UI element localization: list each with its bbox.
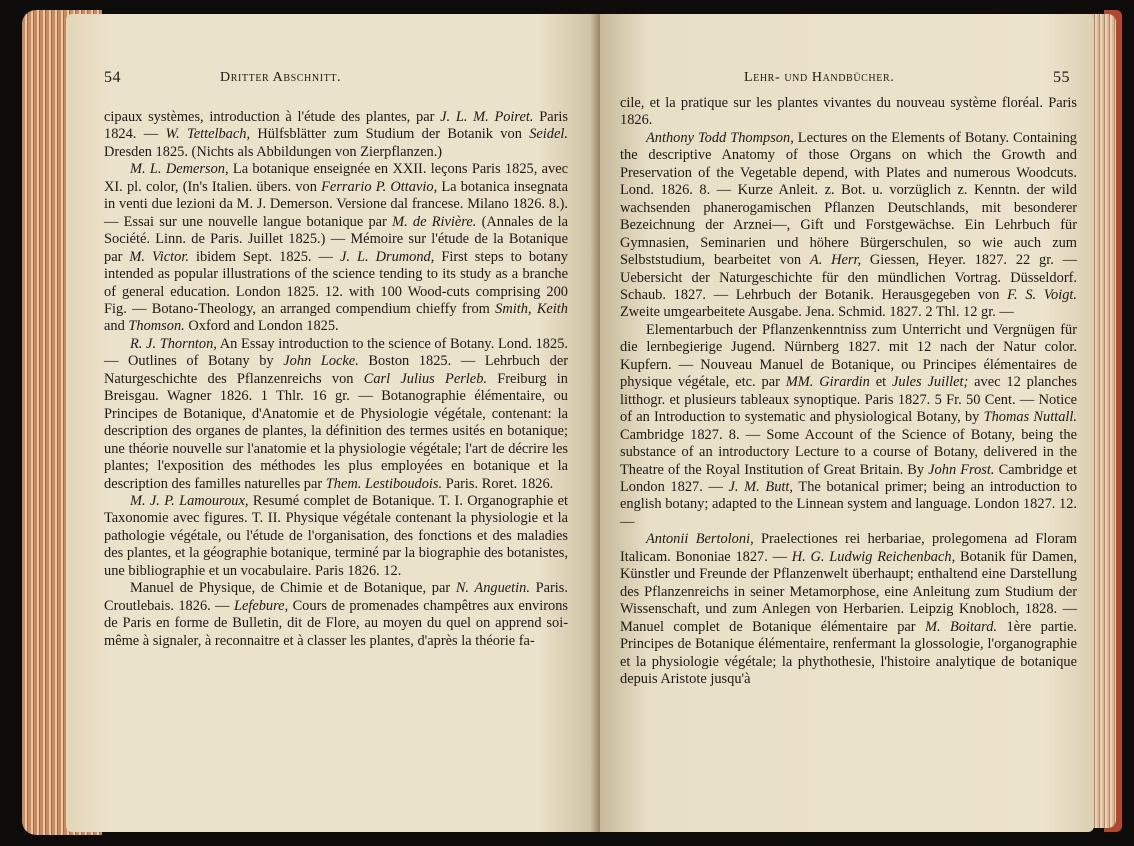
text-run: ibidem Sept. 1825. — [188, 248, 340, 265]
text-run: cile, et la pratique sur les plantes vivantes du nouveau système floréal. Paris 1826. [620, 95, 1077, 129]
italic-run: Thomas Nuttall. [983, 409, 1077, 426]
italic-run: Jules Juillet; [892, 374, 969, 391]
text-run: Resumé complet de Botanique. T. I. Organographie et Taxonomie avec figures. T. II. Physique végétale contenant la physiologie et la pathologie végétale, ou l'étude de l'organisation, des fonctions et des maladies des plantes, et la géographie botanique, terminé par la biographie des botanistes, une bibliographie et un vocabulaire. Paris 1826. 12. [104, 492, 568, 579]
text-run: Paris 1824. — [104, 109, 568, 143]
text-run: cipaux systèmes, introduction à l'étude des plantes, par [104, 109, 441, 125]
right-running-head [744, 66, 1070, 90]
italic-run: M. de Rivière. [392, 213, 477, 230]
italic-run: Them. Lestiboudois. [325, 475, 443, 492]
italic-run: M. L. Demerson, [130, 161, 229, 178]
text-run: and [104, 318, 129, 335]
text-run: Manuel de Physique, de Chimie et de Botanique, par [130, 580, 456, 597]
italic-run: J. L. Drumond, [339, 248, 435, 265]
paragraph [620, 95, 1077, 130]
italic-run: J. M. Butt, [728, 478, 794, 495]
italic-run: R. J. Thornton, [130, 335, 217, 352]
running-head-title: Lehr- und Handbücher. [744, 70, 895, 85]
italic-run: W. Tettelbach, [165, 126, 251, 143]
text-run: Zweite umgearbeitete Ausgabe. Jena. Schmid. 1827. 2 Thl. 12 gr. — [620, 304, 1014, 321]
running-head-title: Dritter Abschnitt. [220, 70, 342, 85]
text-run: La botanica insegnata in venti due lezioni da M. J. Demerson. Versione dal francese. Milano 1826. 8.). — Essai sur une nouvelle langue botanique par [104, 178, 569, 230]
paragraph [104, 161, 568, 336]
page-number: 55 [1053, 69, 1070, 86]
text-run: Praelectiones rei herbariae, prolegomena ad Floram Italicam. Bononiae 1827. — [620, 531, 1077, 565]
italic-run: F. S. Voigt. [1007, 286, 1077, 303]
text-run: Paris. Roret. 1826. [442, 475, 554, 492]
left-running-head [104, 66, 574, 90]
text-run: La botanique enseignée en XXII. leçons Paris 1825, avec XI. pl. color, (In's Italien. übers. von [104, 161, 568, 195]
paragraph [620, 322, 1077, 531]
italic-run: Smith, Keith [495, 300, 568, 317]
italic-run: H. G. Ludwig Reichenbach, [791, 548, 956, 565]
paragraph [104, 580, 568, 650]
paragraph [620, 130, 1077, 322]
text-run: Dresden 1825. (Nichts als Abbildungen von Zierpflanzen.) [104, 143, 443, 160]
italic-run: John Frost. [928, 461, 995, 478]
italic-run: A. Herr, [809, 252, 862, 269]
right-page [600, 14, 1094, 832]
text-run: et [869, 374, 893, 391]
paragraph [620, 531, 1077, 688]
text-run: Hülfsblätter zum Studium der Botanik von [250, 126, 530, 143]
text-run: Lectures on the Elements of Botany. Containing the descriptive Anatomy of those Organs on which the Growth and Preservation of the Vegetable depend, with Plates and numerous Woodcuts. Lond. 1826. 8. — Kurze Anleit. z. Bot. u. vorzüglich z. Kenntn. der wild wachsenden phanerogamischen Pflanzen Deutschlands, mit besonderer Bezeichnung der Arznei—, Gift und Forstgewächse. Ein Lehrbuch für Gymnasien, Seminarien und höhere Bürgerschulen, so wie auch zum Selbststudium, bearbeitet von [620, 129, 1077, 269]
text-run: (Annales de la Société. Linn. de Paris. Juillet 1825.) — Mémoire sur l'étude de la Botanique par [104, 213, 568, 265]
paragraph [104, 109, 568, 161]
text-run: Cours de promenades champêtres aux environs de Paris en forme de Bulletin, dit de Flore, au moyen du quel on apprend soi-même à signaler, à reconnaitre et à classer les plantes, d'après la théorie fa- [104, 597, 568, 649]
italic-run: MM. Girardin [785, 374, 870, 391]
text-run: The botanical primer; being an introduction to english botany; adapted to the Linnean system and language. London 1827. 12. — [620, 478, 1077, 530]
italic-run: Thomson. [128, 318, 185, 335]
right-page-text [620, 95, 1077, 688]
text-run: Giessen, Heyer. 1827. 22 gr. — Uebersicht der Naturgeschichte für den mündlichen Vortrag. Düsseldorf. Schaub. 1827. — Lehrbuch der Botanik. Herausgegeben von [620, 252, 1078, 303]
text-run: Cambridge 1827. 8. — Some Account of the Science of Botany, being the substance of an introductory Lecture to a course of Botany, delivered in the Theatre of the Royal Institution of Great Britain. By [620, 426, 1077, 478]
italic-run: N. Anguetin. [455, 580, 530, 597]
left-page [66, 14, 602, 832]
text-run: Botanik für Damen, Künstler und Freunde der Pflanzenwelt überhaupt; enthaltend eine Darstellung des Pflanzenreichs in seiner Metamorphose, eine Anleitung zum Studium der Wissenschaft, und zum Anlegen von Herbarien. Leipzig Knobloch, 1828. — Manuel complet de Botanique élémentaire par [620, 548, 1077, 635]
italic-run: J. L. M. Poiret. [440, 109, 534, 125]
italic-run: Seidel. [529, 126, 568, 143]
italic-run: Anthony Todd Thompson, [646, 129, 794, 146]
italic-run: Carl Julius Perleb. [363, 370, 487, 387]
italic-run: M. J. P. Lamouroux, [130, 492, 249, 509]
text-run: Freiburg in Breisgau. Wagner 1826. 1 Thlr. 16 gr. — Botanographie élémentaire, ou Principes de Botanique, d'Anatomie et de Physiologie végétale, contenant: la description des organes de plantes, la définition des termes usités en botanique; une théorie nouvelle sur l'anatomie et la physiologie végétale; l'art de décrire les plantes; l'exposition des méthodes les plus employées en botanique et la description des familles naturelles par [104, 370, 569, 492]
italic-run: Ferrario P. Ottavio, [321, 178, 438, 195]
text-run: Boston 1825. — Lehrbuch der Naturgeschichte des Pflanzenreichs von [104, 353, 568, 387]
paragraph [104, 336, 568, 493]
text-run: Oxford and London 1825. [184, 318, 339, 335]
page-number: 54 [104, 69, 121, 86]
text-run: First steps to botany intended as popular illustrations of the science tending to its study as a branche of general education. London 1825. 12. with 100 Wood-cuts comprising 200 Fig. — Botano-Theology, an arranged compendium chieffy from [104, 248, 568, 317]
italic-run: M. Boitard. [925, 618, 998, 635]
text-run: 1ère partie. Principes de Botanique élémentaire, renfermant la glossologie, l'organographie et la physiologie végétale; la phythothesie, l'histoire analytique de botanique depuis Aristote jusqu'à [620, 618, 1077, 687]
left-page-text [104, 109, 568, 650]
italic-run: John Locke. [283, 353, 359, 370]
text-run: Paris. Croutlebais. 1826. — [104, 580, 568, 614]
italic-run: M. Victor. [129, 248, 189, 265]
text-run: An Essay introduction to the science of Botany. Lond. 1825. — Outlines of Botany by [104, 335, 568, 370]
paragraph [104, 493, 568, 580]
text-run: avec 12 planches litthogr. et plusieurs tableaux synoptique. Paris 1827. 5 Fr. 50 Cent. — Notice of an Introduction to systematic and physiological Botany, by [620, 374, 1078, 426]
italic-run: Lefebure, [233, 597, 289, 614]
text-run: Cambridge et London 1827. — [620, 461, 1077, 495]
italic-run: Antonii Bertoloni, [646, 531, 754, 548]
text-run: Elementarbuch der Pflanzenkenntniss zum Unterricht und Vergnügen für die lernbegierige Jugend. Nürnberg 1827. mit 12 nach der Natur color. Kupfern. — Nouveau Manuel de Botanique, ou Principes élémentaires de physique végétale, etc. par [620, 321, 1077, 391]
